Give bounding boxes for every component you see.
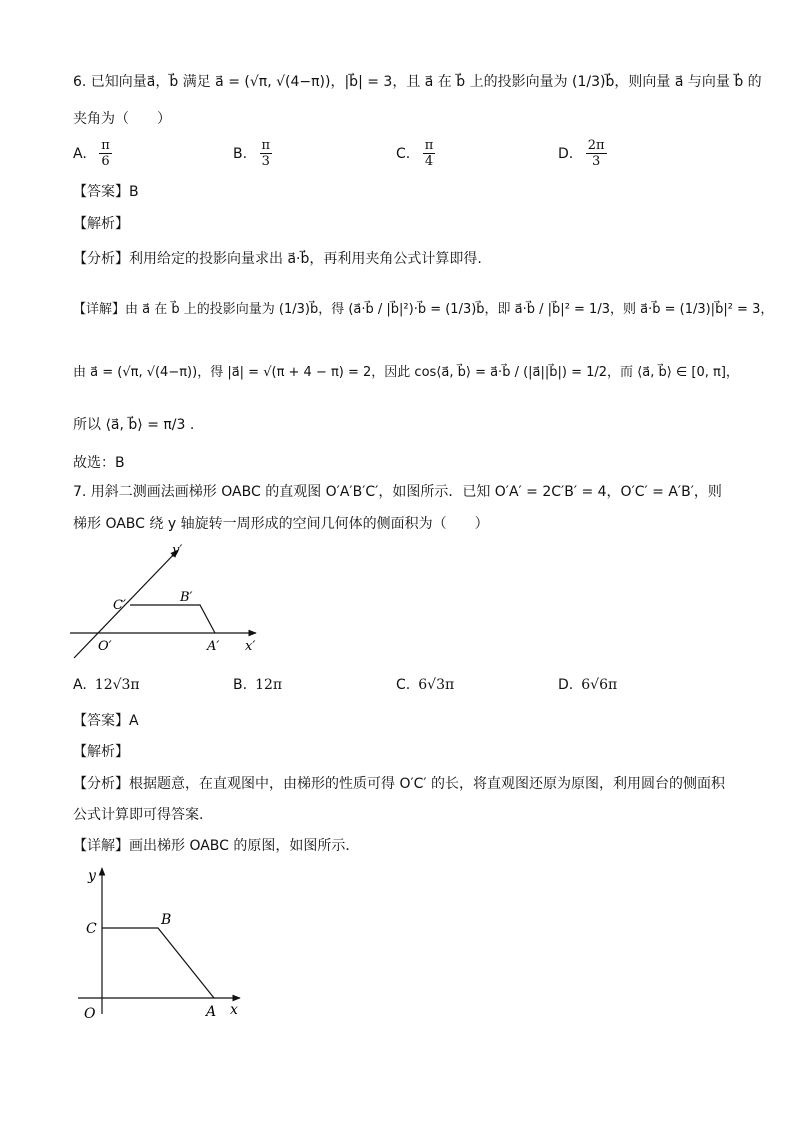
- q6-options: [73, 138, 733, 178]
- q6-fenxi: 【分析】利用给定的投影向量求出 a⃗·b⃗，再利用夹角公式计算即得.: [73, 251, 482, 267]
- q6-xiangjie-line1: 【详解】由 a⃗ 在 b⃗ 上的投影向量为 (1/3)b⃗，得 (a⃗·b⃗ / |b⃗|²)·b⃗ = (1/3)b⃗，即 a⃗·b⃗ / |b⃗|² = 1/3，则 a⃗·b⃗ = (1/3)|b⃗|² = 3，: [73, 302, 774, 317]
- option-text: 6√6π: [581, 677, 618, 693]
- q6-analysis-heading: 【解析】: [73, 216, 129, 232]
- label-b-prime: B′: [180, 590, 193, 605]
- trapezoid-oblique: [130, 605, 215, 633]
- option-fraction: $\frac{\pi}{4}$: [424, 138, 434, 169]
- q7-option-a[interactable]: A. 12√3π: [73, 677, 140, 693]
- trapezoid-original: [102, 928, 214, 998]
- option-text: 6√3π: [418, 677, 455, 693]
- q7-answer: 【答案】A: [73, 713, 139, 729]
- q6-xiangjie-line2: 由 a⃗ = (√π, √(4−π))，得 |a⃗| = √(π + 4 − π) = 2，因此 cos⟨a⃗, b⃗⟩ = a⃗·b⃗ / (|a⃗||b⃗|) = 1/2，而 ⟨a⃗, b⃗⟩ ∈ [0, π]，: [73, 365, 739, 380]
- q7-stem-line2: 梯形 OABC 绕 y 轴旋转一周形成的空间几何体的侧面积为（ ）: [73, 516, 489, 532]
- option-fraction: $\frac{2\pi}{3}$: [587, 138, 605, 169]
- q7-analysis-heading: 【解析】: [73, 744, 129, 760]
- label-y-prime: y′: [172, 543, 183, 558]
- label-x-prime: x′: [245, 639, 256, 654]
- label-c: C: [86, 921, 97, 937]
- q6-option-d[interactable]: [558, 138, 607, 169]
- q6-stem-line1: 6. 已知向量a⃗，b⃗ 满足 a⃗ = (√π, √(4−π))，|b⃗| = 3，且 a⃗ 在 b⃗ 上的投影向量为 (1/3)b⃗，则向量 a⃗ 与向量 b⃗ 的: [73, 74, 762, 90]
- q6-option-c[interactable]: [396, 138, 435, 169]
- option-fraction: $\frac{\pi}{6}$: [101, 138, 110, 169]
- option-text: 12π: [255, 677, 283, 693]
- q7-fenxi-line1: 【分析】根据题意，在直观图中，由梯形的性质可得 O′C′ 的长，将直观图还原为原图，利用圆台的侧面积: [73, 776, 726, 792]
- label-x: x: [230, 1002, 238, 1018]
- q7-option-c[interactable]: C. 6√3π: [396, 677, 455, 693]
- label-a: A: [206, 1004, 217, 1020]
- label-o: O: [84, 1006, 96, 1022]
- option-text: 12√3π: [94, 677, 140, 693]
- q6-option-a[interactable]: [73, 138, 112, 169]
- y-prime-axis: [74, 550, 178, 658]
- option-fraction: $\frac{\pi}{3}$: [261, 138, 271, 169]
- option-label: C.: [396, 145, 411, 162]
- option-label: B.: [233, 145, 248, 162]
- q7-option-d[interactable]: D. 6√6π: [558, 677, 618, 693]
- q6-xiangjie-line3: 所以 ⟨a⃗, b⃗⟩ = π/3 .: [73, 417, 195, 433]
- q7-xiangjie: 【详解】画出梯形 OABC 的原图，如图所示．: [73, 838, 360, 854]
- q7-oblique-figure: [70, 540, 270, 665]
- q7-original-figure: [78, 862, 258, 1022]
- label-o-prime: O′: [98, 639, 112, 654]
- q6-option-b[interactable]: [233, 138, 272, 169]
- label-b: B: [161, 912, 172, 928]
- q7-fenxi-line2: 公式计算即可得答案.: [73, 807, 204, 823]
- q6-conclusion: 故选：B: [73, 455, 125, 471]
- label-y: y: [88, 868, 96, 884]
- q6-stem-line2: 夹角为（ ）: [73, 111, 171, 127]
- option-label: D.: [558, 145, 574, 162]
- option-label: A.: [73, 145, 87, 162]
- q6-answer: 【答案】B: [73, 184, 139, 200]
- label-a-prime: A′: [207, 639, 220, 654]
- q7-options: [73, 677, 733, 699]
- q7-option-b[interactable]: B. 12π: [233, 677, 283, 693]
- q7-stem-line1: 7. 用斜二测画法画梯形 OABC 的直观图 O′A′B′C′，如图所示．已知 O′A′ = 2C′B′ = 4，O′C′ = A′B′，则: [73, 484, 722, 500]
- label-c-prime: C′: [113, 598, 126, 613]
